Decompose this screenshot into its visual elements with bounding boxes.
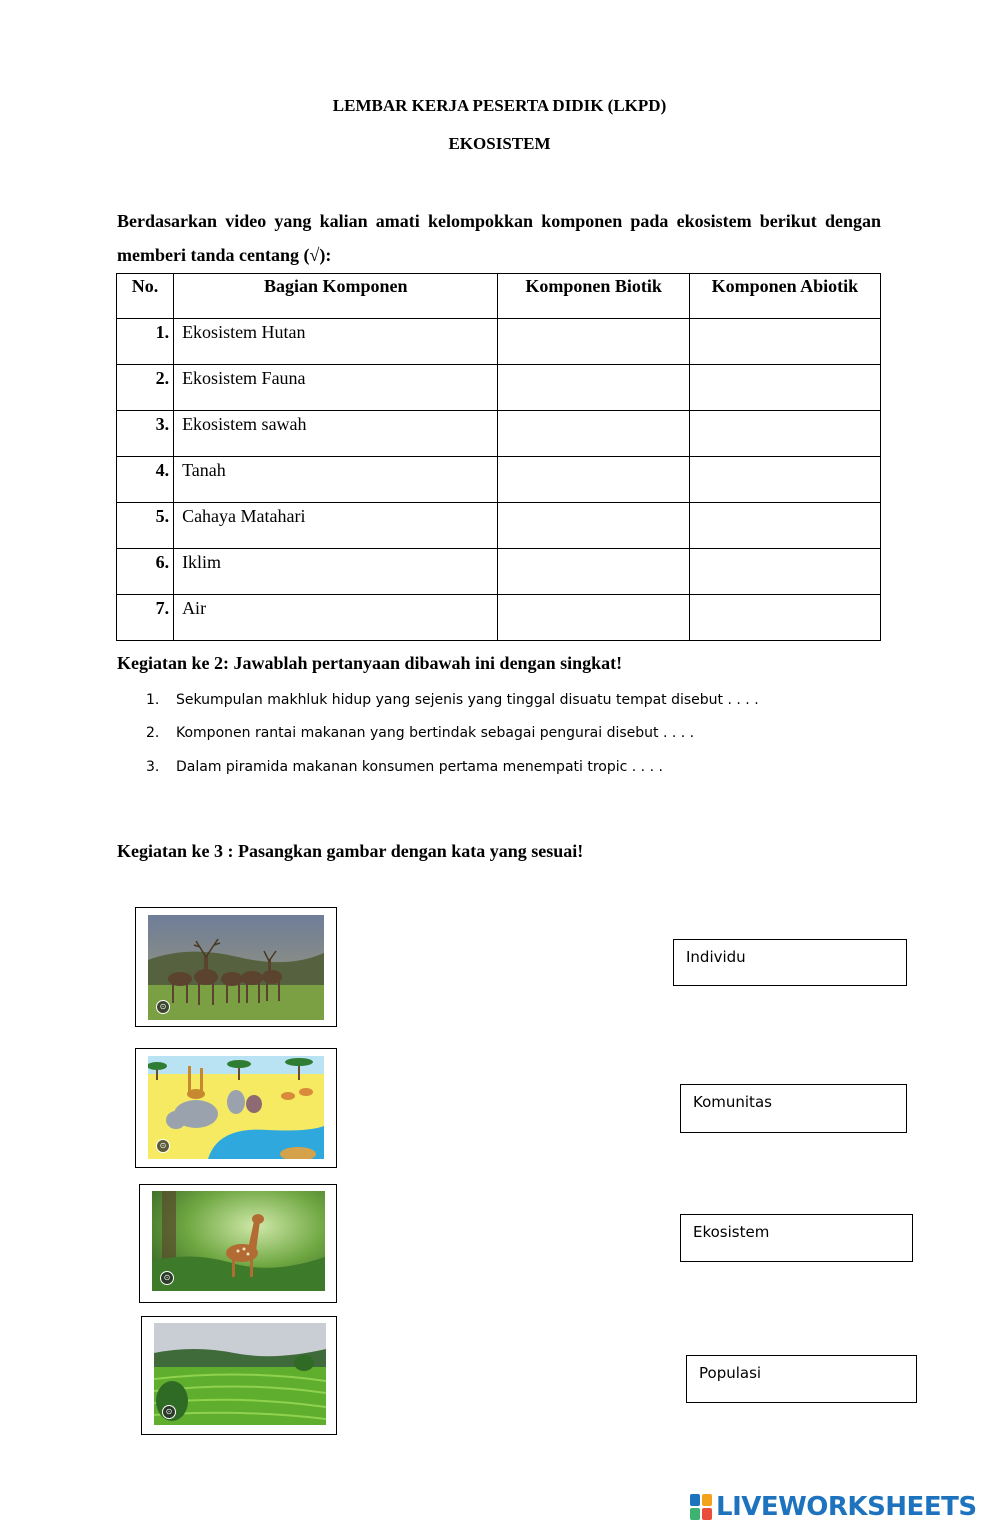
- liveworksheets-branding[interactable]: [690, 1492, 977, 1522]
- brand-name: LIVEWORKSHEETS: [716, 1492, 977, 1522]
- question-number: 1.: [146, 692, 160, 708]
- abiotic-check-cell[interactable]: [689, 503, 880, 549]
- column-header-component: Bagian Komponen: [174, 274, 498, 319]
- row-number: 7.: [117, 595, 174, 641]
- activity3-heading: Kegiatan ke 3 : Pasangkan gambar dengan kata yang sesuai!: [117, 841, 584, 861]
- lens-icon: ⊙: [162, 1405, 176, 1419]
- worksheet-subtitle: EKOSISTEM: [448, 134, 551, 153]
- row-component: Tanah: [174, 457, 498, 503]
- table-row: [117, 595, 881, 641]
- abiotic-check-cell[interactable]: [689, 595, 880, 641]
- row-number: 3.: [117, 411, 174, 457]
- activity2-heading: Kegiatan ke 2: Jawablah pertanyaan dibawah ini dengan singkat!: [117, 653, 623, 673]
- table-row: [117, 365, 881, 411]
- abiotic-check-cell[interactable]: [689, 411, 880, 457]
- fawn-in-forest-image: [152, 1191, 325, 1291]
- biotic-check-cell[interactable]: [498, 503, 689, 549]
- row-component: Ekosistem sawah: [174, 411, 498, 457]
- lens-icon: ⊙: [156, 1000, 170, 1014]
- matching-image-frame[interactable]: [139, 1184, 337, 1303]
- deer-herd-image: [148, 915, 324, 1020]
- biotic-check-cell[interactable]: [498, 365, 689, 411]
- row-number: 6.: [117, 549, 174, 595]
- table-row: [117, 319, 881, 365]
- word-box-komunitas[interactable]: Komunitas: [680, 1084, 907, 1133]
- component-table: [116, 273, 881, 641]
- abiotic-check-cell[interactable]: [689, 549, 880, 595]
- biotic-check-cell[interactable]: [498, 411, 689, 457]
- question-number: 2.: [146, 725, 160, 741]
- biotic-check-cell[interactable]: [498, 595, 689, 641]
- column-header-biotic: Komponen Biotik: [498, 274, 689, 319]
- row-number: 2.: [117, 365, 174, 411]
- biotic-check-cell[interactable]: [498, 319, 689, 365]
- activity1-instruction: Berdasarkan video yang kalian amati kelompokkan komponen pada ekosistem berikut dengan memberi tanda centang (√):: [117, 211, 881, 265]
- abiotic-check-cell[interactable]: [689, 457, 880, 503]
- row-component: Iklim: [174, 549, 498, 595]
- biotic-check-cell[interactable]: [498, 549, 689, 595]
- row-number: 5.: [117, 503, 174, 549]
- column-header-abiotic: Komponen Abiotik: [689, 274, 880, 319]
- word-box-ekosistem[interactable]: Ekosistem: [680, 1214, 913, 1262]
- savanna-animals-illustration: [148, 1056, 324, 1159]
- row-component: Ekosistem Hutan: [174, 319, 498, 365]
- biotic-check-cell[interactable]: [498, 457, 689, 503]
- word-box-individu[interactable]: Individu: [673, 939, 907, 986]
- row-component: Cahaya Matahari: [174, 503, 498, 549]
- row-number: 1.: [117, 319, 174, 365]
- abiotic-check-cell[interactable]: [689, 319, 880, 365]
- lens-icon: ⊙: [160, 1271, 174, 1285]
- table-row: [117, 549, 881, 595]
- matching-image-frame[interactable]: [141, 1316, 337, 1435]
- column-header-no: No.: [117, 274, 174, 319]
- word-box-populasi[interactable]: Populasi: [686, 1355, 917, 1403]
- question-text: Dalam piramida makanan konsumen pertama menempati tropic . . . .: [176, 759, 663, 775]
- worksheet-title: LEMBAR KERJA PESERTA DIDIK (LKPD): [332, 96, 667, 115]
- table-header-row: [117, 274, 881, 319]
- abiotic-check-cell[interactable]: [689, 365, 880, 411]
- matching-image-frame[interactable]: [135, 907, 337, 1027]
- question-text: Komponen rantai makanan yang bertindak sebagai pengurai disebut . . . .: [176, 725, 695, 741]
- table-row: [117, 457, 881, 503]
- rice-terrace-image: [154, 1323, 326, 1425]
- matching-image-frame[interactable]: [135, 1048, 337, 1168]
- liveworksheets-logo-icon: [690, 1494, 712, 1520]
- table-row: [117, 411, 881, 457]
- table-row: [117, 503, 881, 549]
- question-text: Sekumpulan makhluk hidup yang sejenis yang tinggal disuatu tempat disebut . . . .: [176, 692, 759, 708]
- lens-icon: ⊙: [156, 1139, 170, 1153]
- row-number: 4.: [117, 457, 174, 503]
- row-component: Ekosistem Fauna: [174, 365, 498, 411]
- question-number: 3.: [146, 759, 160, 775]
- row-component: Air: [174, 595, 498, 641]
